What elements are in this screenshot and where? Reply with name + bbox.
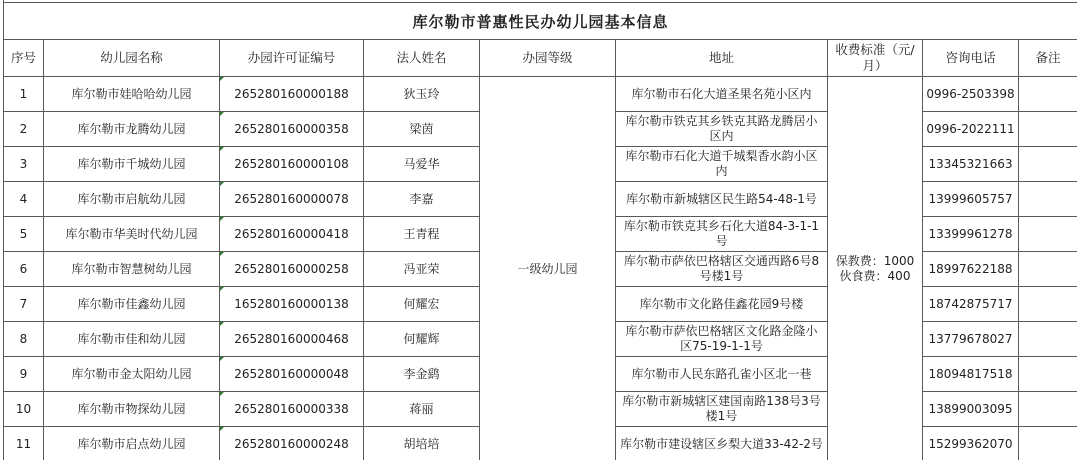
cell-note bbox=[1019, 322, 1078, 357]
cell-license: 165280160000138 bbox=[220, 287, 364, 322]
cell-address: 库尔勒市萨依巴格辖区交通西路6号8号楼1号 bbox=[616, 252, 828, 287]
cell-phone: 18742875717 bbox=[923, 287, 1019, 322]
cell-no: 2 bbox=[4, 112, 44, 147]
cell-legal: 李嘉 bbox=[364, 182, 480, 217]
cell-note bbox=[1019, 357, 1078, 392]
cell-phone: 15299362070 bbox=[923, 427, 1019, 460]
cell-address: 库尔勒市铁克其乡铁克其路龙腾居小区内 bbox=[616, 112, 828, 147]
cell-note bbox=[1019, 112, 1078, 147]
spreadsheet bbox=[3, 0, 1077, 460]
kindergarten-table bbox=[3, 0, 1077, 460]
cell-address: 库尔勒市石化大道千城梨香水韵小区内 bbox=[616, 147, 828, 182]
cell-note bbox=[1019, 147, 1078, 182]
cell-license: 265280160000418 bbox=[220, 217, 364, 252]
header-address: 地址 bbox=[616, 40, 828, 77]
cell-legal: 何耀辉 bbox=[364, 322, 480, 357]
table-title: 库尔勒市普惠性民办幼儿园基本信息 bbox=[4, 3, 1078, 40]
cell-phone: 13345321663 bbox=[923, 147, 1019, 182]
header-no: 序号 bbox=[4, 40, 44, 77]
cell-name: 库尔勒市龙腾幼儿园 bbox=[44, 112, 220, 147]
cell-name: 库尔勒市启航幼儿园 bbox=[44, 182, 220, 217]
cell-no: 11 bbox=[4, 427, 44, 460]
header-phone: 咨询电话 bbox=[923, 40, 1019, 77]
cell-name: 库尔勒市佳和幼儿园 bbox=[44, 322, 220, 357]
cell-no: 8 bbox=[4, 322, 44, 357]
cell-name: 库尔勒市金太阳幼儿园 bbox=[44, 357, 220, 392]
cell-note bbox=[1019, 287, 1078, 322]
header-license: 办园许可证编号 bbox=[220, 40, 364, 77]
cell-address: 库尔勒市建设辖区乡梨大道33-42-2号 bbox=[616, 427, 828, 460]
cell-phone: 13399961278 bbox=[923, 217, 1019, 252]
cell-address: 库尔勒市人民东路孔雀小区北一巷 bbox=[616, 357, 828, 392]
cell-name: 库尔勒市启点幼儿园 bbox=[44, 427, 220, 460]
cell-name: 库尔勒市佳鑫幼儿园 bbox=[44, 287, 220, 322]
cell-phone: 13779678027 bbox=[923, 322, 1019, 357]
cell-address: 库尔勒市新城辖区民生路54-48-1号 bbox=[616, 182, 828, 217]
cell-no: 9 bbox=[4, 357, 44, 392]
header-legal: 法人姓名 bbox=[364, 40, 480, 77]
cell-name: 库尔勒市娃哈哈幼儿园 bbox=[44, 77, 220, 112]
cell-license: 265280160000358 bbox=[220, 112, 364, 147]
cell-license: 265280160000188 bbox=[220, 77, 364, 112]
cell-note bbox=[1019, 427, 1078, 460]
cell-no: 1 bbox=[4, 77, 44, 112]
cell-legal: 狄玉玲 bbox=[364, 77, 480, 112]
cell-address: 库尔勒市新城辖区建国南路138号3号楼1号 bbox=[616, 392, 828, 427]
cell-legal: 王青程 bbox=[364, 217, 480, 252]
cell-address: 库尔勒市铁克其乡石化大道84-3-1-1号 bbox=[616, 217, 828, 252]
cell-address: 库尔勒市石化大道圣果名苑小区内 bbox=[616, 77, 828, 112]
cell-legal: 何耀宏 bbox=[364, 287, 480, 322]
cell-name: 库尔勒市华美时代幼儿园 bbox=[44, 217, 220, 252]
cell-legal: 蒋丽 bbox=[364, 392, 480, 427]
cell-phone: 0996-2022111 bbox=[923, 112, 1019, 147]
header-grade: 办园等级 bbox=[480, 40, 616, 77]
cell-note bbox=[1019, 252, 1078, 287]
cell-no: 6 bbox=[4, 252, 44, 287]
cell-license: 265280160000248 bbox=[220, 427, 364, 460]
cell-license: 265280160000108 bbox=[220, 147, 364, 182]
cell-phone: 18094817518 bbox=[923, 357, 1019, 392]
cell-no: 3 bbox=[4, 147, 44, 182]
cell-legal: 梁茵 bbox=[364, 112, 480, 147]
cell-note bbox=[1019, 392, 1078, 427]
cell-name: 库尔勒市物探幼儿园 bbox=[44, 392, 220, 427]
header-name: 幼儿园名称 bbox=[44, 40, 220, 77]
cell-license: 265280160000338 bbox=[220, 392, 364, 427]
cell-phone: 18997622188 bbox=[923, 252, 1019, 287]
cell-phone: 0996-2503398 bbox=[923, 77, 1019, 112]
cell-address: 库尔勒市文化路佳鑫花园9号楼 bbox=[616, 287, 828, 322]
cell-legal: 李金鹞 bbox=[364, 357, 480, 392]
cell-note bbox=[1019, 217, 1078, 252]
fee-meal-text: 伙食费：400 bbox=[839, 269, 911, 283]
header-fee: 收费标准（元/月） bbox=[828, 40, 923, 77]
cell-legal: 冯亚荣 bbox=[364, 252, 480, 287]
cell-note bbox=[1019, 182, 1078, 217]
cell-legal: 马爱华 bbox=[364, 147, 480, 182]
fee-care-text: 保教费：1000 bbox=[835, 254, 915, 268]
cell-fee-merged bbox=[828, 77, 923, 460]
cell-no: 7 bbox=[4, 287, 44, 322]
cell-license: 265280160000258 bbox=[220, 252, 364, 287]
cell-name: 库尔勒市千城幼儿园 bbox=[44, 147, 220, 182]
cell-legal: 胡培培 bbox=[364, 427, 480, 460]
cell-no: 10 bbox=[4, 392, 44, 427]
table-row bbox=[4, 77, 1078, 112]
header-row bbox=[4, 40, 1078, 77]
cell-license: 265280160000078 bbox=[220, 182, 364, 217]
cell-no: 5 bbox=[4, 217, 44, 252]
header-note: 备注 bbox=[1019, 40, 1078, 77]
cell-note bbox=[1019, 77, 1078, 112]
cell-address: 库尔勒市萨依巴格辖区文化路金隆小区75-19-1-1号 bbox=[616, 322, 828, 357]
cell-name: 库尔勒市智慧树幼儿园 bbox=[44, 252, 220, 287]
cell-license: 265280160000048 bbox=[220, 357, 364, 392]
cell-phone: 13899003095 bbox=[923, 392, 1019, 427]
cell-phone: 13999605757 bbox=[923, 182, 1019, 217]
cell-license: 265280160000468 bbox=[220, 322, 364, 357]
cell-grade-merged: 一级幼儿园 bbox=[480, 77, 616, 460]
cell-no: 4 bbox=[4, 182, 44, 217]
